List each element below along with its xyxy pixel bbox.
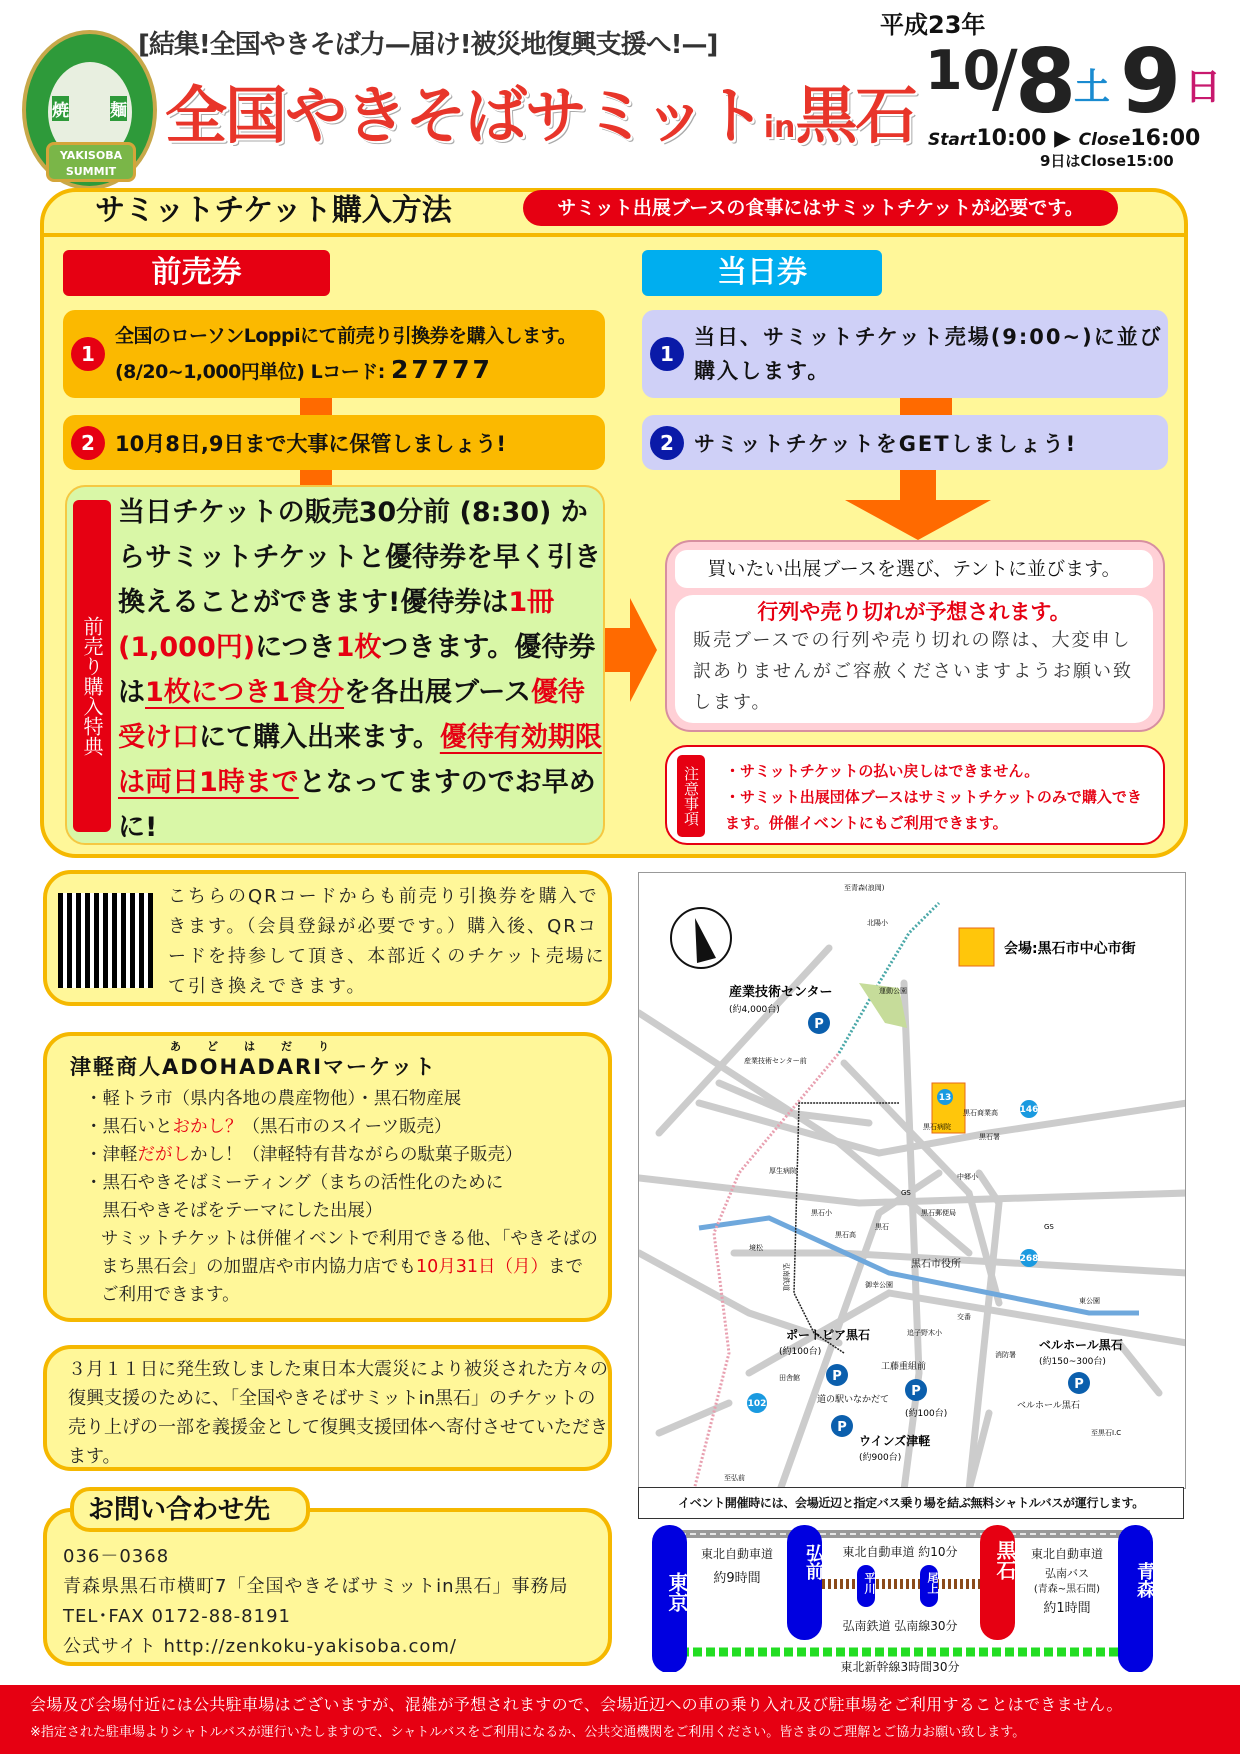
svg-text:厚生病院: 厚生病院 bbox=[769, 1167, 797, 1175]
station-label-kuroishi: 黒石 bbox=[993, 1540, 1017, 1580]
svg-text:102: 102 bbox=[747, 1399, 767, 1409]
svg-text:北陽小: 北陽小 bbox=[867, 919, 888, 927]
station-aomori bbox=[1118, 1525, 1153, 1672]
queue-warning: 行列や売り切れが予想されます。 販売ブースでの行列や売り切れの際は、大変申し訳ありませんがご容赦くださいますようお願い致します。 bbox=[675, 595, 1153, 723]
svg-text:至弘前: 至弘前 bbox=[724, 1474, 745, 1482]
station-label-aomori: 青森 bbox=[1134, 1562, 1155, 1598]
svg-text:中郷小: 中郷小 bbox=[957, 1173, 978, 1181]
svg-text:東北自動車道: 東北自動車道 bbox=[1030, 1547, 1104, 1561]
svg-text:ポートピア黒石: ポートピア黒石 bbox=[786, 1328, 871, 1342]
access-route-diagram bbox=[640, 1522, 1186, 1672]
svg-text:御幸公園: 御幸公園 bbox=[865, 1281, 893, 1289]
list-item: 黒石やきそばをテーマにした出展） bbox=[85, 1201, 383, 1221]
header-subtitle: [結集!全国やきそば力—届け!被災地復興支援へ!—] bbox=[138, 30, 718, 60]
svg-text:GS: GS bbox=[901, 1189, 911, 1197]
divider bbox=[44, 233, 1184, 237]
svg-text:黒石市役所: 黒石市役所 bbox=[911, 1259, 961, 1270]
advance-ticket-tab: 前売券 bbox=[63, 250, 330, 296]
official-site-link[interactable]: 公式サイト http://zenkoku-yakisoba.com/ bbox=[63, 1636, 457, 1657]
svg-text:道の駅いなかだて: 道の駅いなかだて bbox=[817, 1395, 890, 1405]
svg-text:黒石病院: 黒石病院 bbox=[923, 1123, 951, 1131]
date-day2: 9 bbox=[1120, 30, 1182, 133]
svg-text:至黒石I.C: 至黒石I.C bbox=[1091, 1429, 1122, 1437]
sameday-ticket-tab: 当日券 bbox=[642, 250, 882, 296]
svg-text:工藤重組前: 工藤重組前 bbox=[881, 1362, 927, 1372]
svg-text:(約100台): (約100台) bbox=[779, 1347, 822, 1357]
sameday-step-1: 1 当日、サミットチケット売場(9:00~)に並び購入します。 bbox=[642, 310, 1168, 398]
logo-char-men: 麺 bbox=[110, 96, 127, 121]
svg-text:境松: 境松 bbox=[749, 1244, 763, 1252]
svg-text:(青森~黒石間): (青森~黒石間) bbox=[1033, 1584, 1101, 1595]
svg-text:東北自動車道: 東北自動車道 bbox=[700, 1547, 774, 1561]
svg-text:東北新幹線3時間30分: 東北新幹線3時間30分 bbox=[840, 1660, 960, 1672]
event-hours: Start10:00 ▶ Close16:00 bbox=[928, 126, 1201, 151]
list-item: ・津軽だがしかし！（津軽特有昔ながらの駄菓子販売） bbox=[85, 1145, 523, 1165]
svg-text:146: 146 bbox=[1019, 1105, 1039, 1115]
parking-notice-footer: 会場及び会場付近には公共駐車場はございますが、混雑が予想されますので、会場近辺への車の乗り入れ及び駐車場をご利用することはできません。 ※指定された駐車場よりシャトルバスが運行いたしますので、シャトルバスをご利用になるか、公共交通機関をご利用ください。皆さまのご理解とご協力お願い致します。 bbox=[0, 1685, 1240, 1754]
svg-text:約1時間: 約1時間 bbox=[1043, 1601, 1091, 1616]
svg-text:黒石郵便局: 黒石郵便局 bbox=[921, 1209, 956, 1217]
advance-benefit-tab: 前売り購入特典 bbox=[73, 500, 111, 832]
event-title: 全国やきそばサミットin黒石 bbox=[165, 79, 916, 152]
qr-code[interactable] bbox=[58, 893, 153, 988]
date-slash: / bbox=[992, 33, 1018, 122]
svg-text:東公園: 東公園 bbox=[1079, 1297, 1100, 1305]
station-label-tokyo: 東京 bbox=[665, 1572, 689, 1612]
svg-text:P: P bbox=[837, 1420, 847, 1435]
svg-text:ウインズ津軽: ウインズ津軽 bbox=[859, 1434, 931, 1448]
contact-info: 036－0368 青森県黒石市横町7「全国やきそばサミットin黒石」事務局 TEL･FAX 0172-88-8191 公式サイト http://zenkoku-yakisoba.com/ bbox=[63, 1542, 569, 1662]
svg-text:田舎館: 田舎館 bbox=[779, 1374, 800, 1382]
svg-text:黒石小: 黒石小 bbox=[811, 1209, 832, 1217]
caution-tab: 注意事項 bbox=[677, 755, 705, 837]
svg-text:13: 13 bbox=[938, 1093, 952, 1103]
svg-text:P: P bbox=[814, 1017, 824, 1032]
map-legend: 会場:黒石市中心市街 bbox=[1004, 941, 1136, 957]
market-list bbox=[85, 1085, 600, 1309]
date-day2-weekday: 日 bbox=[1185, 67, 1222, 108]
svg-text:(約900台): (約900台) bbox=[859, 1453, 902, 1463]
svg-text:産業技術センター: 産業技術センター bbox=[729, 985, 833, 1000]
date-month: 10 bbox=[925, 39, 1001, 102]
svg-text:黒石高: 黒石高 bbox=[835, 1231, 856, 1239]
svg-text:黒石: 黒石 bbox=[875, 1223, 889, 1231]
svg-text:消防署: 消防署 bbox=[995, 1351, 1016, 1359]
donation-text: ３月１１日に発生致しました東日本大震災により被災された方々の復興支援のために、「全国やきそばサミットin黒石」のチケットの売り上げの一部を義援金として復興支援団体へ寄付させていただきます。 bbox=[68, 1359, 608, 1467]
svg-text:黒石商業高: 黒石商業高 bbox=[963, 1109, 998, 1117]
svg-text:(約150~300台): (約150~300台) bbox=[1039, 1357, 1106, 1367]
date-day1: 8 bbox=[1015, 30, 1077, 133]
logo-ribbon: YAKISOBA SUMMIT bbox=[46, 142, 136, 182]
shuttle-bus-caption: イベント開催時には、会場近辺と指定バス乗り場を結ぶ無料シャトルバスが運行します。 bbox=[638, 1487, 1184, 1519]
svg-text:(約100台): (約100台) bbox=[905, 1409, 948, 1419]
list-item: ・黒石やきそばミーティング（まちの活性化のために bbox=[85, 1173, 504, 1193]
venue-map bbox=[638, 872, 1186, 1489]
list-item: ・軽トラ市（県内各地の農産物他）・黒石物産展 bbox=[85, 1089, 462, 1109]
svg-text:東北自動車道 約10分: 東北自動車道 約10分 bbox=[842, 1545, 958, 1559]
svg-text:産業技術センター前: 産業技術センター前 bbox=[744, 1057, 807, 1065]
svg-text:黒石署: 黒石署 bbox=[979, 1133, 1000, 1141]
station-hirosaki bbox=[787, 1525, 822, 1640]
svg-text:運動公園: 運動公園 bbox=[879, 987, 907, 995]
svg-text:P: P bbox=[911, 1384, 921, 1399]
arrow-down-icon bbox=[845, 470, 991, 540]
advance-step-2: 2 10月8日,9日まで大事に保管しましょう! bbox=[63, 415, 605, 470]
advance-benefit-text: 当日チケットの販売30分前 (8:30) からサミットチケットと優待券を早く引き換えることができます!優待券は1冊(1,000円)につき1枚つきます。優待券は1枚につき1食分を各出展ブース優待受け口にて購入出来ます。優待有効期限は両日1時までとなってますのでお早めに! bbox=[118, 497, 602, 843]
caution-list: ・サミットチケットの払い戻しはできません。 ・サミット出展団体ブースはサミットチケットのみで購入できます。併催イベントにもご利用できます。 bbox=[725, 762, 1142, 832]
sameday-step-2: 2 サミットチケットをGETしましょう! bbox=[642, 415, 1168, 470]
svg-text:268: 268 bbox=[1019, 1254, 1039, 1264]
market-title: あどはだり 津軽商人ADOHADARIマーケット bbox=[70, 1040, 437, 1079]
svg-text:GS: GS bbox=[1044, 1223, 1054, 1231]
day9-close-note: 9日はClose15:00 bbox=[1040, 152, 1174, 170]
contact-title: お問い合わせ先 bbox=[70, 1487, 310, 1532]
svg-text:交番: 交番 bbox=[957, 1313, 971, 1321]
svg-text:弘南鉄道 弘南線30分: 弘南鉄道 弘南線30分 bbox=[842, 1619, 958, 1633]
qr-text: こちらのQRコードからも前売り引換券を購入できます。（会員登録が必要です。）購入後、QRコードを持参して頂き、本部近くのチケット売場にて引き換えできます。 bbox=[168, 886, 606, 997]
station-label-onoe: 尾上 bbox=[926, 1572, 939, 1594]
date-day1-weekday: 土 bbox=[1074, 67, 1111, 108]
svg-text:P: P bbox=[832, 1369, 842, 1384]
advance-step-1: 1 全国のローソンLoppiにて前売り引換券を購入します。 (8/20~1,000円単位) Lコード: 27777 bbox=[63, 310, 605, 398]
list-item: ・黒石いとおかし？（黒石市のスイーツ販売） bbox=[85, 1117, 452, 1137]
svg-text:約9時間: 約9時間 bbox=[713, 1571, 761, 1586]
svg-text:弘南鉄道: 弘南鉄道 bbox=[782, 1263, 790, 1291]
yakisoba-summit-logo bbox=[22, 30, 157, 190]
era-year: 平成23年 bbox=[880, 11, 986, 39]
ticket-required-notice: サミット出展ブースの食事にはサミットチケットが必要です。 bbox=[523, 190, 1118, 226]
svg-text:ベルホール黒石: ベルホール黒石 bbox=[1039, 1338, 1123, 1352]
logo-char-yaki: 焼 bbox=[52, 96, 69, 121]
ticket-section-title: サミットチケット購入方法 bbox=[95, 193, 452, 228]
svg-text:(約4,000台): (約4,000台) bbox=[729, 1005, 780, 1015]
venue-legend-swatch bbox=[959, 928, 994, 966]
svg-text:P: P bbox=[1074, 1377, 1084, 1392]
station-label-hirosaki: 弘前 bbox=[803, 1544, 824, 1580]
svg-text:追子野木小: 追子野木小 bbox=[907, 1329, 942, 1337]
arrow-right-icon bbox=[605, 598, 657, 702]
booth-instruction: 買いたい出展ブースを選び、テントに並びます。 bbox=[675, 550, 1153, 588]
market-note: サミットチケットは併催イベントで利用できる他、「やきそばのまち黒石会」の加盟店や市内協力店でも10月31日（月）までご利用できます。 bbox=[101, 1229, 598, 1305]
svg-text:ベルホール黒石: ベルホール黒石 bbox=[1017, 1401, 1080, 1411]
station-label-hiraka: 平川 bbox=[863, 1572, 876, 1594]
svg-text:弘南バス: 弘南バス bbox=[1045, 1567, 1089, 1580]
svg-text:至青森(浪岡): 至青森(浪岡) bbox=[844, 884, 885, 892]
